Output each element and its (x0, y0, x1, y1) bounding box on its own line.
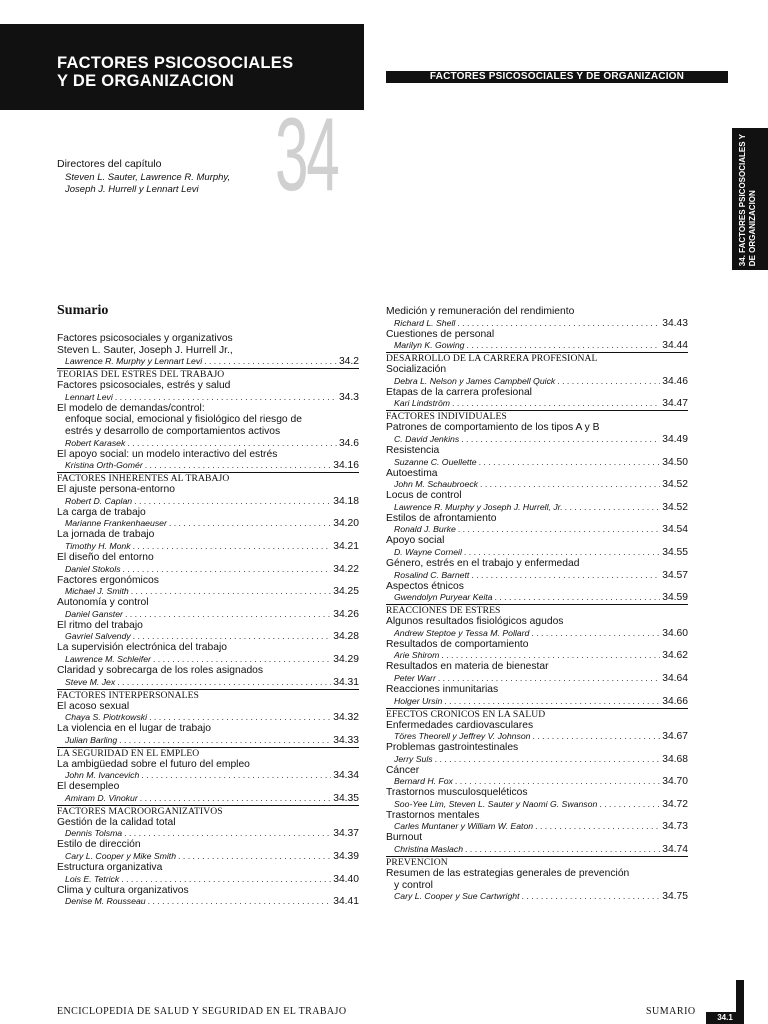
entry-page: 34.37 (333, 828, 359, 840)
entry-title: El diseño del entorno (57, 551, 154, 563)
entry-author: Marilyn K. Gowing (394, 340, 465, 351)
entry-page: 34.21 (333, 540, 359, 552)
footer-publication: ENCICLOPEDIA DE SALUD Y SEGURIDAD EN EL TRABAJO (57, 1006, 347, 1017)
entry-title: Trastornos musculosqueléticos (386, 787, 528, 799)
entry-title: El apoyo social: un modelo interactivo del estrés (57, 448, 278, 460)
entry-page: 34.59 (662, 592, 688, 604)
entry-title-cont: estrés y desarrollo de comportamientos activos (65, 425, 281, 437)
entry-author: C. David Jenkins (394, 433, 460, 444)
toc-entry[interactable] (57, 575, 359, 598)
entry-page: 34.47 (662, 398, 688, 410)
entry-page: 34.2 (338, 356, 359, 368)
toc-entry[interactable] (57, 529, 359, 552)
entry-title: Género, estrés en el trabajo y enfermedad (386, 557, 580, 569)
toc-entry[interactable] (386, 810, 688, 833)
toc-entry[interactable] (386, 445, 688, 468)
entry-author: Lawrence M. Schleifer (65, 653, 151, 664)
entry-author: John M. Ivancevich (65, 770, 140, 781)
entry-title: Aspectos étnicos (386, 580, 464, 592)
entry-author: Lawrence R. Murphy y Lennart Levi (65, 356, 203, 367)
entry-title: Medición y remuneración del rendimiento (386, 306, 575, 317)
toc-entry[interactable] (386, 329, 688, 352)
toc-entry[interactable] (57, 507, 359, 530)
section-heading: LA SEGURIDAD EN EL EMPLEO (57, 747, 359, 759)
entry-page: 34.75 (662, 891, 688, 903)
entry-author: Lois E. Tetrick (65, 873, 120, 884)
entry-page: 34.43 (662, 317, 688, 329)
toc-entry[interactable] (57, 723, 359, 746)
entry-page: 34.29 (333, 653, 359, 665)
side-tab-label: 34. FACTORES PSICOSOCIALES Y DE ORGANIZACION (738, 133, 757, 266)
section-heading: REACCIONES DE ESTRES (386, 604, 688, 616)
toc-entry[interactable] (386, 364, 688, 387)
entry-author: Töres Theorell y Jeffrey V. Johnson (394, 731, 531, 742)
entry-page: 34.20 (333, 518, 359, 530)
directors-names-1: Steven L. Sauter, Lawrence R. Murphy, (65, 172, 231, 183)
entry-page: 34.34 (333, 770, 359, 782)
entry-title: Burnout (386, 832, 423, 844)
entry-page: 34.55 (662, 546, 688, 558)
toc-entry[interactable] (386, 306, 688, 329)
toc-entry[interactable] (386, 535, 688, 558)
toc-entry[interactable] (57, 484, 359, 507)
toc-entry[interactable] (386, 661, 688, 684)
entry-title: El acoso sexual (57, 700, 130, 712)
toc-entry[interactable] (386, 684, 688, 707)
section-heading: FACTORES INTERPERSONALES (57, 689, 359, 701)
entry-page: 34.16 (333, 460, 359, 472)
entry-title: Factores ergonómicos (57, 574, 159, 586)
toc-right-column (386, 306, 688, 902)
entry-page: 34.54 (662, 524, 688, 536)
entry-title: Reacciones inmunitarias (386, 683, 499, 695)
entry-title: Enfermedades cardiovasculares (386, 719, 534, 731)
entry-author: Gwendolyn Puryear Keita (394, 592, 493, 603)
entry-author: Timothy H. Monk (65, 540, 131, 551)
entry-author: Debra L. Nelson y James Campbell Quick (394, 375, 556, 386)
entry-page: 34.40 (333, 873, 359, 885)
entry-title: La jornada de trabajo (57, 529, 155, 541)
entry-page: 34.50 (662, 456, 688, 468)
entry-author: Rosalind C. Barnett (394, 569, 470, 580)
entry-page: 34.25 (333, 586, 359, 598)
entry-title: Locus de control (386, 490, 462, 502)
entry-page: 34.62 (662, 650, 688, 662)
entry-author: Richard L. Shell (394, 317, 456, 328)
entry-author: Amiram D. Vinokur (65, 792, 138, 803)
entry-author: Daniel Stokols (65, 563, 121, 574)
entry-title: Estilos de afrontamiento (386, 512, 497, 524)
section-heading: FACTORES INHERENTES AL TRABAJO (57, 472, 359, 484)
toc-entry[interactable] (386, 639, 688, 662)
entry-title: Claridad y sobrecarga de los roles asignados (57, 664, 264, 676)
entry-author: Cary L. Cooper y Sue Cartwright (394, 891, 520, 902)
entry-page: 34.22 (333, 563, 359, 575)
footer-section: SUMARIO (646, 1006, 696, 1017)
toc-entry[interactable] (386, 720, 688, 743)
entry-page: 34.66 (662, 695, 688, 707)
entry-author: Jerry Suls (394, 753, 433, 764)
entry-page: 34.73 (662, 821, 688, 833)
running-header: FACTORES PSICOSOCIALES Y DE ORGANIZACION (386, 71, 728, 83)
entry-page: 34.60 (662, 627, 688, 639)
entry-title: Etapas de la carrera profesional (386, 386, 532, 398)
toc-entry[interactable] (386, 387, 688, 410)
toc-entry[interactable] (57, 449, 359, 472)
toc-entry[interactable] (386, 868, 688, 902)
entry-title: La ambigüedad sobre el futuro del empleo (57, 758, 250, 770)
entry-author: Cary L. Cooper y Mike Smith (65, 851, 177, 862)
sumario-heading: Sumario (57, 303, 109, 318)
entry-title: Resistencia (386, 444, 440, 456)
toc-entry[interactable] (57, 885, 359, 908)
entry-title: La supervisión electrónica del trabajo (57, 642, 227, 654)
side-tab (732, 128, 768, 270)
entry-author: D. Wayne Corneil (394, 546, 462, 557)
entry-author: Denise M. Rousseau (65, 896, 146, 907)
entry-author: Robert Karasek (65, 437, 126, 448)
entry-title: Cuestiones de personal (386, 328, 495, 340)
entry-author: Lawrence R. Murphy y Joseph J. Hurrell, Jr. (394, 501, 563, 512)
entry-author: Robert D. Caplan (65, 495, 133, 506)
entry-page: 34.26 (333, 608, 359, 620)
entry-title: Autoestima (386, 467, 438, 479)
entry-author: John M. Schaubroeck (394, 479, 479, 490)
entry-title: La carga de trabajo (57, 506, 146, 518)
toc-entry[interactable] (57, 333, 359, 367)
entry-page: 34.74 (662, 844, 688, 856)
entry-page: 34.33 (333, 734, 359, 746)
entry-title: Clima y cultura organizativos (57, 884, 189, 896)
entry-title: Gestión de la calidad total (57, 816, 176, 828)
toc-entry[interactable] (386, 765, 688, 788)
entry-author: Holger Ursin (394, 695, 443, 706)
section-heading: TEORIAS DEL ESTRES DEL TRABAJO (57, 368, 359, 380)
entry-author: Peter Warr (394, 672, 436, 683)
entry-title: Resultados de comportamiento (386, 638, 529, 650)
section-heading: FACTORES MACROORGANIZATIVOS (57, 805, 359, 817)
entry-page: 34.41 (333, 896, 359, 908)
toc-entry[interactable] (57, 781, 359, 804)
entry-title: Algunos resultados fisiológicos agudos (386, 616, 564, 628)
toc-entry[interactable] (386, 468, 688, 491)
entry-title: La violencia en el lugar de trabajo (57, 723, 211, 735)
toc-entry[interactable] (57, 403, 359, 449)
section-heading: DESARROLLO DE LA CARRERA PROFESIONAL (386, 352, 688, 364)
entry-page: 34.44 (662, 340, 688, 352)
toc-entry[interactable] (57, 665, 359, 688)
entry-title: Cáncer (386, 764, 420, 776)
entry-author: Lennart Levi (65, 391, 113, 402)
entry-page: 34.57 (662, 569, 688, 581)
directors-names-2: Joseph J. Hurrell y Lennart Levi (65, 184, 199, 195)
toc-entry[interactable] (57, 759, 359, 782)
entry-page: 34.67 (662, 731, 688, 743)
entry-author: Daniel Ganster (65, 608, 123, 619)
entry-title: Resultados en materia de bienestar (386, 661, 549, 673)
toc-entry[interactable] (57, 642, 359, 665)
entry-title: Estructura organizativa (57, 862, 163, 874)
entry-author: Julian Barling (65, 734, 118, 745)
toc-entry[interactable] (386, 616, 688, 639)
entry-title: El ritmo del trabajo (57, 619, 143, 631)
entry-page: 34.70 (662, 776, 688, 788)
toc-entry[interactable] (386, 490, 688, 513)
section-heading: EFECTOS CRONICOS EN LA SALUD (386, 708, 688, 720)
toc-entry[interactable] (57, 817, 359, 840)
directors-label: Directores del capítulo (57, 158, 162, 170)
toc-entry[interactable] (386, 513, 688, 536)
entry-title-cont: y control (394, 879, 433, 891)
entry-author: Steve M. Jex (65, 676, 116, 687)
chapter-number: 34 (275, 97, 338, 213)
entry-author: Carles Muntaner y William W. Eaton (394, 821, 534, 832)
toc-entry[interactable] (57, 620, 359, 643)
entry-page: 34.52 (662, 479, 688, 491)
page-number: 34.1 (706, 1012, 744, 1024)
entry-page: 34.68 (662, 753, 688, 765)
entry-author: Arie Shirom (394, 650, 440, 661)
entry-page: 34.72 (662, 798, 688, 810)
section-heading: FACTORES INDIVIDUALES (386, 410, 688, 422)
toc-entry[interactable] (57, 862, 359, 885)
entry-author: Suzanne C. Ouellette (394, 456, 477, 467)
toc-entry[interactable] (386, 787, 688, 810)
entry-title-cont: enfoque social, emocional y fisiológico del riesgo de (65, 414, 302, 426)
entry-page: 34.35 (333, 792, 359, 804)
toc-entry[interactable] (57, 701, 359, 724)
entry-title: El desempleo (57, 781, 120, 793)
entry-author: Soo-Yee Lim, Steven L. Sauter y Naomi G. Swanson (394, 798, 598, 809)
toc-entry[interactable] (386, 742, 688, 765)
entry-page: 34.64 (662, 672, 688, 684)
entry-title: Factores psicosociales y organizativos (57, 333, 233, 344)
entry-page: 34.6 (338, 437, 359, 449)
toc-entry[interactable] (57, 597, 359, 620)
entry-title: Patrones de comportamiento de los tipos A y B (386, 422, 600, 434)
toc-entry[interactable] (386, 832, 688, 855)
toc-entry[interactable] (57, 839, 359, 862)
toc-entry[interactable] (386, 581, 688, 604)
section-heading: PREVENCION (386, 856, 688, 868)
entry-page: 34.49 (662, 433, 688, 445)
entry-author: Dennis Tolsma (65, 828, 123, 839)
toc-entry[interactable] (386, 422, 688, 445)
entry-title: El ajuste persona-entorno (57, 484, 175, 496)
toc-entry[interactable] (57, 552, 359, 575)
entry-page: 34.3 (338, 391, 359, 403)
entry-author: Christina Maslach (394, 844, 464, 855)
entry-title: Apoyo social (386, 535, 445, 547)
entry-title: Socialización (386, 364, 447, 376)
entry-author: Bernard H. Fox (394, 776, 453, 787)
entry-author: Gavriel Salvendy (65, 631, 131, 642)
entry-title: Factores psicosociales, estrés y salud (57, 380, 231, 392)
entry-title: Trastornos mentales (386, 809, 480, 821)
entry-author: Ronald J. Burke (394, 524, 456, 535)
entry-author: Kari Lindström (394, 398, 451, 409)
toc-entry[interactable] (386, 558, 688, 581)
entry-title: El modelo de demandas/control: (57, 402, 205, 414)
entry-author: Steven L. Sauter, Joseph J. Hurrell Jr., (57, 344, 233, 356)
entry-page: 34.39 (333, 851, 359, 863)
entry-author: Chaya S. Piotrkowski (65, 712, 148, 723)
chapter-directors (57, 158, 230, 196)
entry-author: Kristina Orth-Gomér (65, 460, 143, 471)
entry-title: Resumen de las estrategias generales de prevención (386, 868, 630, 880)
toc-left-column (57, 333, 359, 907)
entry-page: 34.52 (662, 501, 688, 513)
entry-author: Michael J. Smith (65, 586, 129, 597)
entry-page: 34.31 (333, 676, 359, 688)
entry-author: Marianne Frankenhaeuser (65, 518, 167, 529)
toc-entry[interactable] (57, 380, 359, 403)
entry-title: Autonomía y control (57, 597, 149, 609)
entry-author: Andrew Steptoe y Tessa M. Pollard (394, 627, 530, 638)
entry-title: Estilo de dirección (57, 839, 141, 851)
chapter-title: FACTORES PSICOSOCIALES Y DE ORGANIZACION (57, 54, 294, 90)
entry-page: 34.18 (333, 495, 359, 507)
entry-page: 34.46 (662, 375, 688, 387)
entry-page: 34.28 (333, 631, 359, 643)
entry-page: 34.32 (333, 712, 359, 724)
entry-title: Problemas gastrointestinales (386, 742, 519, 754)
